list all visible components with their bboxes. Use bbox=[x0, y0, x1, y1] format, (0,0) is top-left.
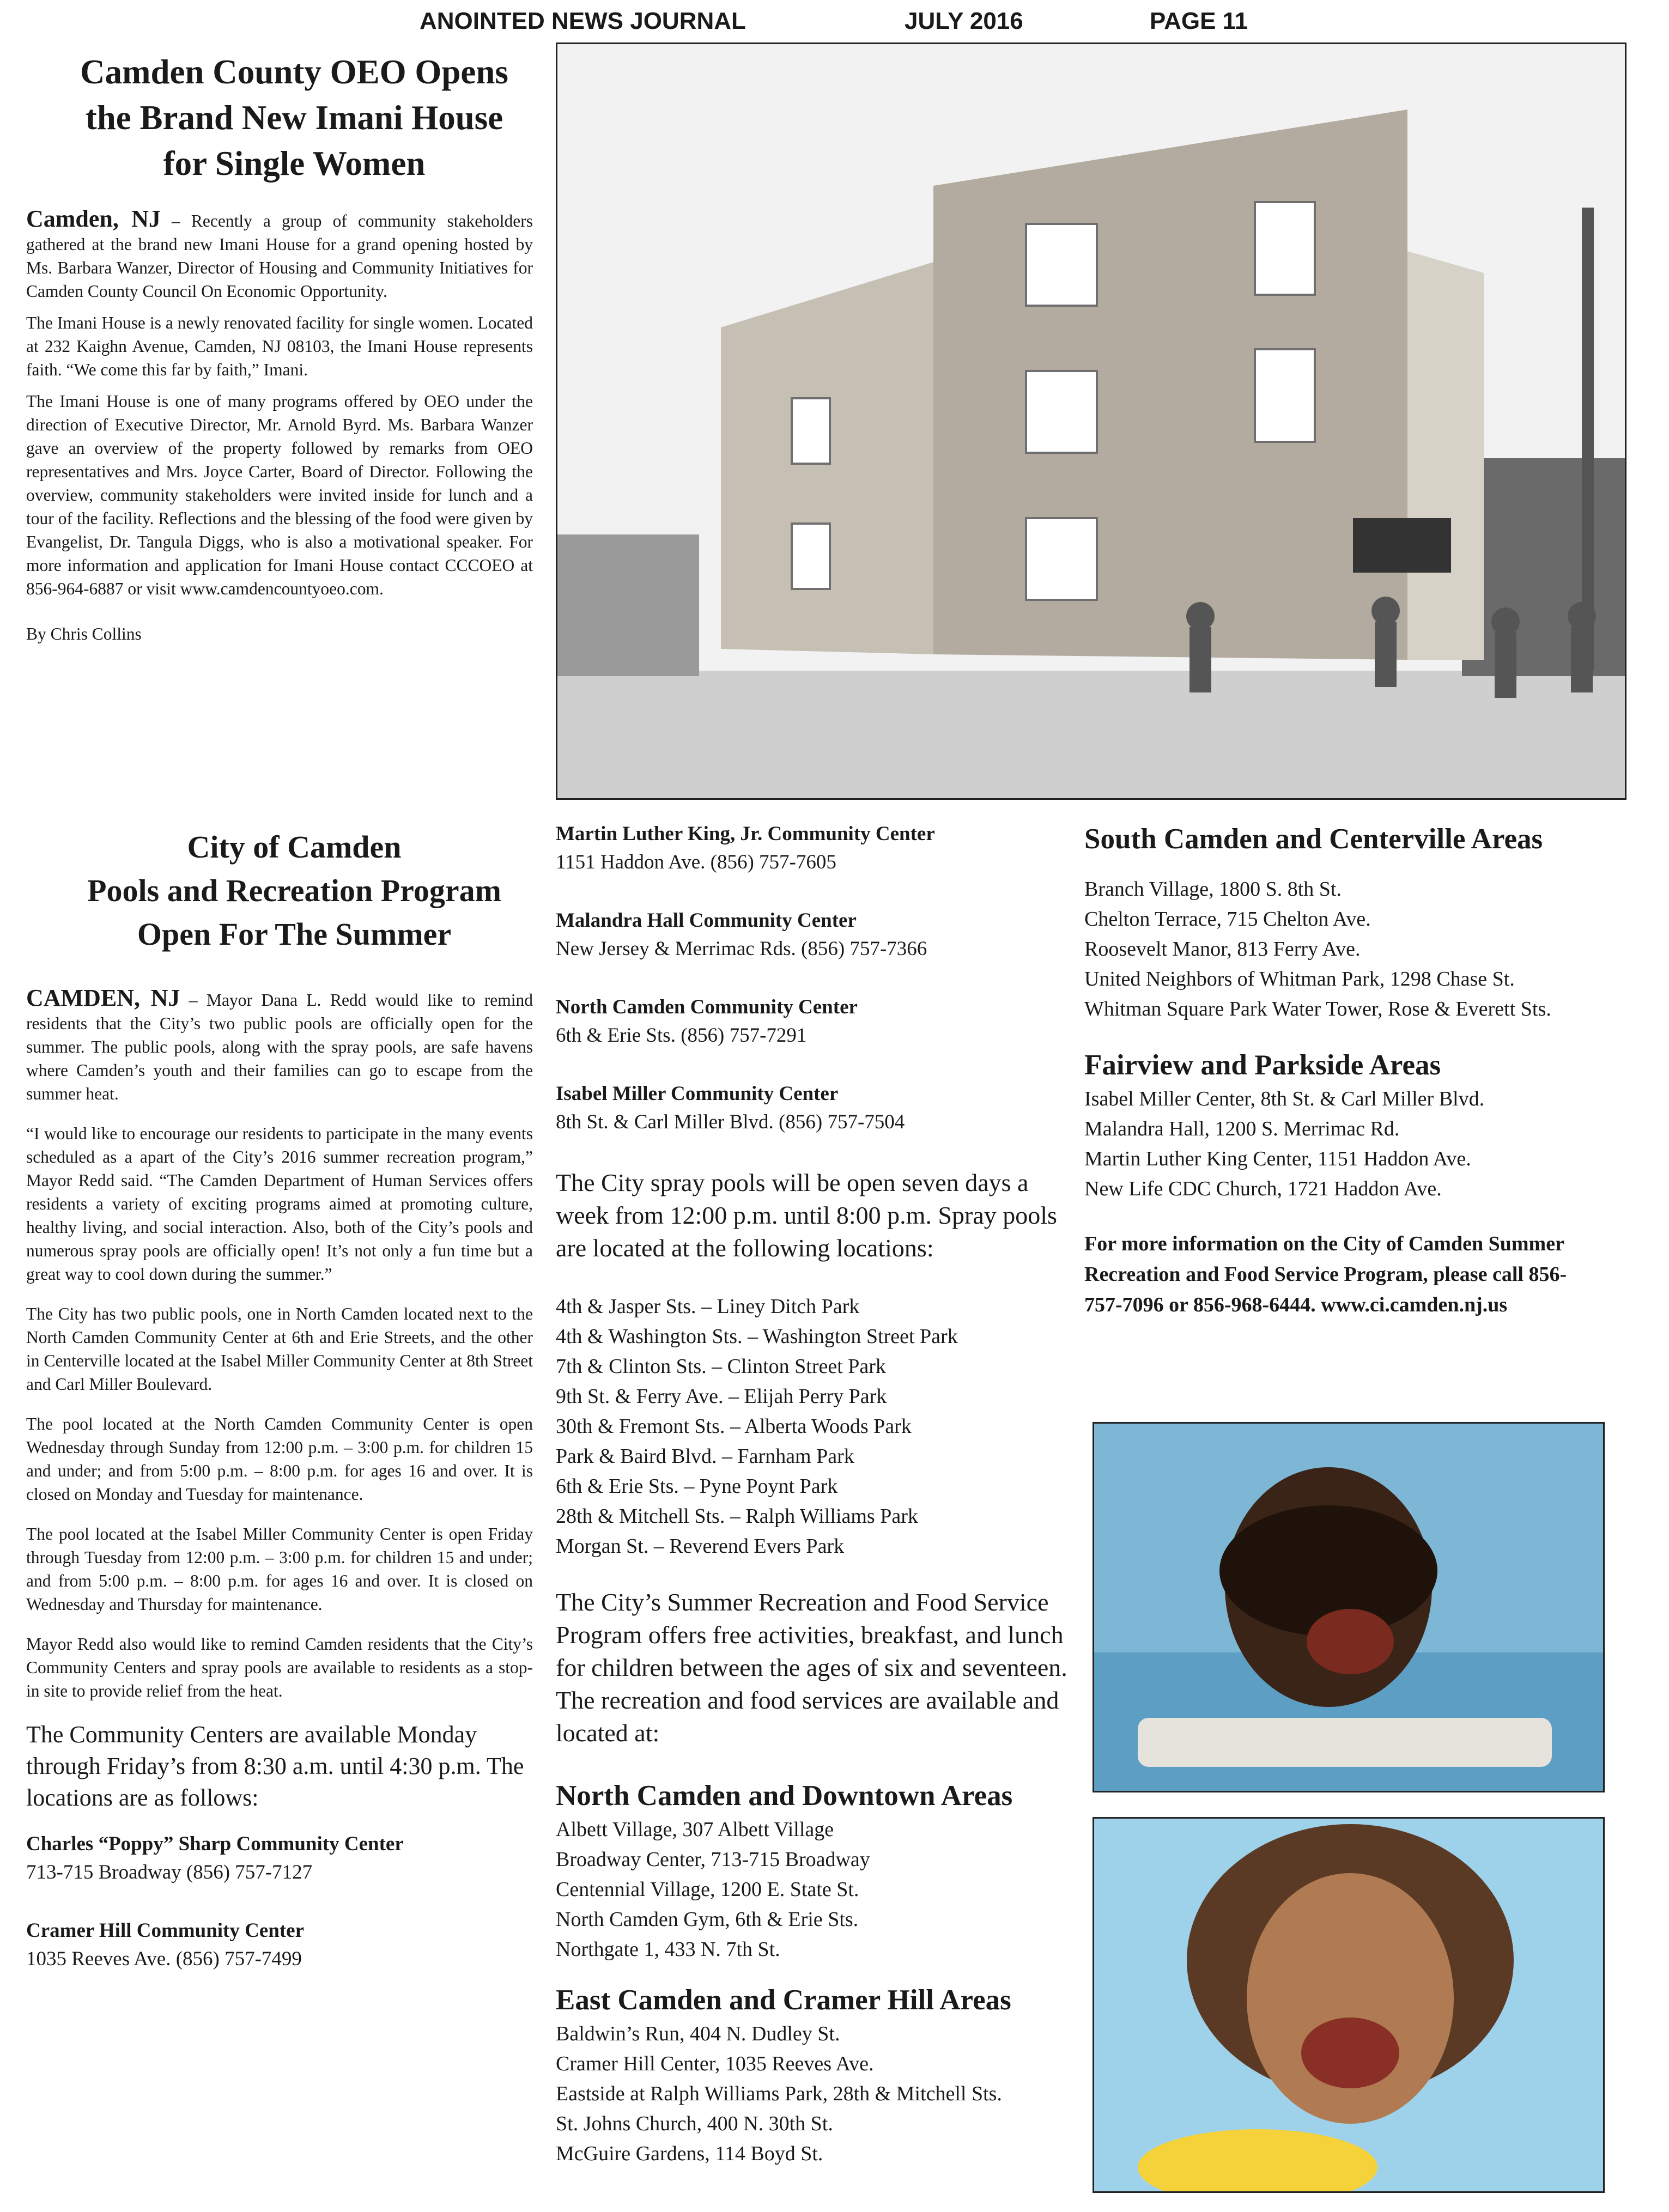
area-heading: Fairview and Parkside Areas bbox=[1084, 1049, 1441, 1081]
list-item: 30th & Fremont Sts. – Alberta Woods Park bbox=[556, 1415, 912, 1438]
list-item: Branch Village, 1800 S. 8th St. bbox=[1084, 878, 1342, 901]
article-title-imani: Camden County OEO Opens the Brand New Imani House for Single Women bbox=[80, 53, 508, 183]
girl-pool-photo bbox=[1093, 1817, 1605, 2193]
contact-info: For more information on the City of Camden Summer Recreation and Food Service Program, please call 856-757-7096 or 856-968-6444. www.ci.camden.nj.us bbox=[1084, 1232, 1567, 1316]
byline: By Chris Collins bbox=[26, 624, 142, 643]
dateline: Camden, NJ bbox=[26, 205, 161, 232]
spray-pool-intro: The City spray pools will be open seven days a week from 12:00 p.m. until 8:00 p.m. Spray pools are located at the following locations: bbox=[556, 1169, 1057, 1262]
food-program-intro: The City’s Summer Recreation and Food Service Program offers free activities, breakfast, and lunch for children between the ages of six and seventeen. The recreation and food services are available and located at: bbox=[556, 1588, 1067, 1747]
girl-image bbox=[1094, 1819, 1605, 2193]
area-heading: South Camden and Centerville Areas bbox=[1084, 823, 1543, 855]
area-heading: North Camden and Downtown Areas bbox=[556, 1780, 1013, 1812]
paragraph: The pool located at the North Camden Community Center is open Wednesday through Sunday from 12:00 p.m. – 3:00 p.m. for children 15 and under; and from 5:00 p.m. – 8:00 p.m. for ages 16 and over. It is closed on Monday and Tuesday for maintenance. bbox=[26, 1414, 533, 1504]
list-item: Northgate 1, 433 N. 7th St. bbox=[556, 1938, 780, 1961]
list-item: Baldwin’s Run, 404 N. Dudley St. bbox=[556, 2022, 840, 2045]
list-item: Broadway Center, 713-715 Broadway bbox=[556, 1848, 870, 1871]
list-item: 4th & Washington Sts. – Washington Street Park bbox=[556, 1325, 958, 1348]
community-center: Cramer Hill Community Center 1035 Reeves Ave. (856) 757-7499 bbox=[26, 1919, 305, 1970]
community-center: Charles “Poppy” Sharp Community Center 713-715 Broadway (856) 757-7127 bbox=[26, 1833, 404, 1883]
list-item: 7th & Clinton Sts. – Clinton Street Park bbox=[556, 1355, 886, 1378]
area-section bbox=[556, 1777, 1071, 1965]
paragraph: The Imani House is one of many programs offered by OEO under the direction of Executive Director, Mr. Arnold Byrd. Ms. Barbara Wanzer gave an overview of the property followed by remarks from OEO representatives and Mrs. Joyce Carter, Board of Director. Following the overview, community stakeholders were invited inside for lunch and a tour of the facility. Reflections and the blessing of the food were given by Evangelist, Dr. Tangula Diggs, who is also a motivational speaker. For more information and application for Imani House contact CCCOEO at 856-964-6887 or visit www.camdencountyoeo.com. bbox=[26, 392, 533, 598]
list-item: Chelton Terrace, 715 Chelton Ave. bbox=[1084, 908, 1371, 931]
list-item: St. Johns Church, 400 N. 30th St. bbox=[556, 2112, 833, 2135]
article-body-imani bbox=[26, 207, 533, 654]
list-item: Isabel Miller Center, 8th St. & Carl Miller Blvd. bbox=[1084, 1087, 1485, 1110]
paragraph: The pool located at the Isabel Miller Community Center is open Friday through Tuesday from 12:00 p.m. – 3:00 p.m. for children 15 and under; and from 5:00 p.m. – 8:00 p.m. for ages 16 and over. It is closed on Wednesday and Thursday for maintenance. bbox=[26, 1524, 533, 1614]
area-section bbox=[1084, 820, 1599, 1024]
list-item: McGuire Gardens, 114 Boyd St. bbox=[556, 2142, 823, 2165]
paragraph: The Community Centers are available Monday through Friday’s from 8:30 a.m. until 4:30 p.m. The locations are as follows: bbox=[26, 1721, 524, 1811]
paragraph: The City has two public pools, one in North Camden located next to the North Camden Community Center at 6th and Erie Streets, and the other in Centerville located at the Isabel Miller Community Center at 8th Street and Carl Miller Boulevard. bbox=[26, 1304, 533, 1394]
middle-column bbox=[556, 820, 1071, 2169]
list-item: New Life CDC Church, 1721 Haddon Ave. bbox=[1084, 1177, 1442, 1200]
paragraph: Camden, NJ – Recently a group of community stakeholders gathered at the brand new Imani House for a grand opening hosted by Ms. Barbara Wanzer, Director of Housing and Community Initiatives for Camden County Council On Economic Opportunity. bbox=[26, 205, 533, 301]
community-center: Martin Luther King, Jr. Community Center 1151 Haddon Ave. (856) 757-7605 bbox=[556, 823, 935, 873]
dateline: CAMDEN, NJ bbox=[26, 985, 180, 1011]
boy-image bbox=[1094, 1424, 1605, 1792]
list-item: 28th & Mitchell Sts. – Ralph Williams Park bbox=[556, 1505, 918, 1528]
community-center: Malandra Hall Community Center New Jersey & Merrimac Rds. (856) 757-7366 bbox=[556, 909, 927, 960]
list-item: Malandra Hall, 1200 S. Merrimac Rd. bbox=[1084, 1117, 1400, 1140]
building-image bbox=[557, 44, 1626, 800]
paragraph: CAMDEN, NJ – Mayor Dana L. Redd would like to remind residents that the City’s two public pools are officially open for the summer. The public pools, along with the spray pools, are safe havens where Camden’s youth and their families can go to escape from the summer heat. bbox=[26, 985, 533, 1103]
list-item: Morgan St. – Reverend Evers Park bbox=[556, 1535, 845, 1558]
list-item: North Camden Gym, 6th & Erie Sts. bbox=[556, 1908, 859, 1931]
list-item: 6th & Erie Sts. – Pyne Poynt Park bbox=[556, 1475, 838, 1498]
right-column bbox=[1084, 820, 1599, 1320]
area-section bbox=[556, 1981, 1071, 2169]
paragraph: Mayor Redd also would like to remind Camden residents that the City’s Community Centers and spray pools are available to residents as a stop-in site to provide relief from the heat. bbox=[26, 1634, 533, 1700]
list-item: 4th & Jasper Sts. – Liney Ditch Park bbox=[556, 1295, 860, 1318]
paragraph: “I would like to encourage our residents to participate in the many events scheduled as a apart of the City’s 2016 summer recreation program,” Mayor Redd said. “The Camden Department of Human Services offers residents a variety of exciting programs aimed at promoting culture, healthy living, and social interaction. Also, both of the City’s pools and numerous spray pools are officially open! It’s not only a fun time but a great way to cool down during the summer.” bbox=[26, 1124, 533, 1284]
imani-house-photo bbox=[556, 42, 1626, 800]
paragraph: The Imani House is a newly renovated facility for single women. Located at 232 Kaighn Avenue, Camden, NJ 08103, the Imani House represents faith. “We come this far by faith,” Imani. bbox=[26, 313, 533, 379]
article-title-pools: City of Camden Pools and Recreation Program Open For The Summer bbox=[87, 829, 501, 952]
list-item: Albett Village, 307 Albett Village bbox=[556, 1818, 834, 1841]
list-item: Centennial Village, 1200 E. State St. bbox=[556, 1878, 859, 1901]
area-section bbox=[1084, 1046, 1599, 1204]
article-body-pools bbox=[26, 986, 533, 2003]
list-item: 9th St. & Ferry Ave. – Elijah Perry Park bbox=[556, 1385, 887, 1408]
list-item: United Neighbors of Whitman Park, 1298 Chase St. bbox=[1084, 968, 1515, 990]
community-center: Isabel Miller Community Center 8th St. & Carl Miller Blvd. (856) 757-7504 bbox=[556, 1083, 905, 1133]
publication-name: ANOINTED NEWS JOURNAL bbox=[420, 8, 746, 34]
list-item: Martin Luther King Center, 1151 Haddon Ave. bbox=[1084, 1147, 1471, 1170]
list-item: Whitman Square Park Water Tower, Rose & Everett Sts. bbox=[1084, 998, 1551, 1020]
list-item: Cramer Hill Center, 1035 Reeves Ave. bbox=[556, 2052, 874, 2075]
area-heading: East Camden and Cramer Hill Areas bbox=[556, 1984, 1011, 2016]
list-item: Eastside at Ralph Williams Park, 28th & Mitchell Sts. bbox=[556, 2082, 1002, 2105]
community-center: North Camden Community Center 6th & Erie Sts. (856) 757-7291 bbox=[556, 996, 858, 1047]
list-item: Park & Baird Blvd. – Farnham Park bbox=[556, 1445, 854, 1468]
spray-pool-list bbox=[556, 1292, 1071, 1561]
list-item: Roosevelt Manor, 813 Ferry Ave. bbox=[1084, 938, 1361, 961]
boy-pool-photo bbox=[1093, 1422, 1605, 1792]
page-number: PAGE 11 bbox=[1150, 8, 1248, 34]
issue-date: JULY 2016 bbox=[905, 8, 1023, 34]
